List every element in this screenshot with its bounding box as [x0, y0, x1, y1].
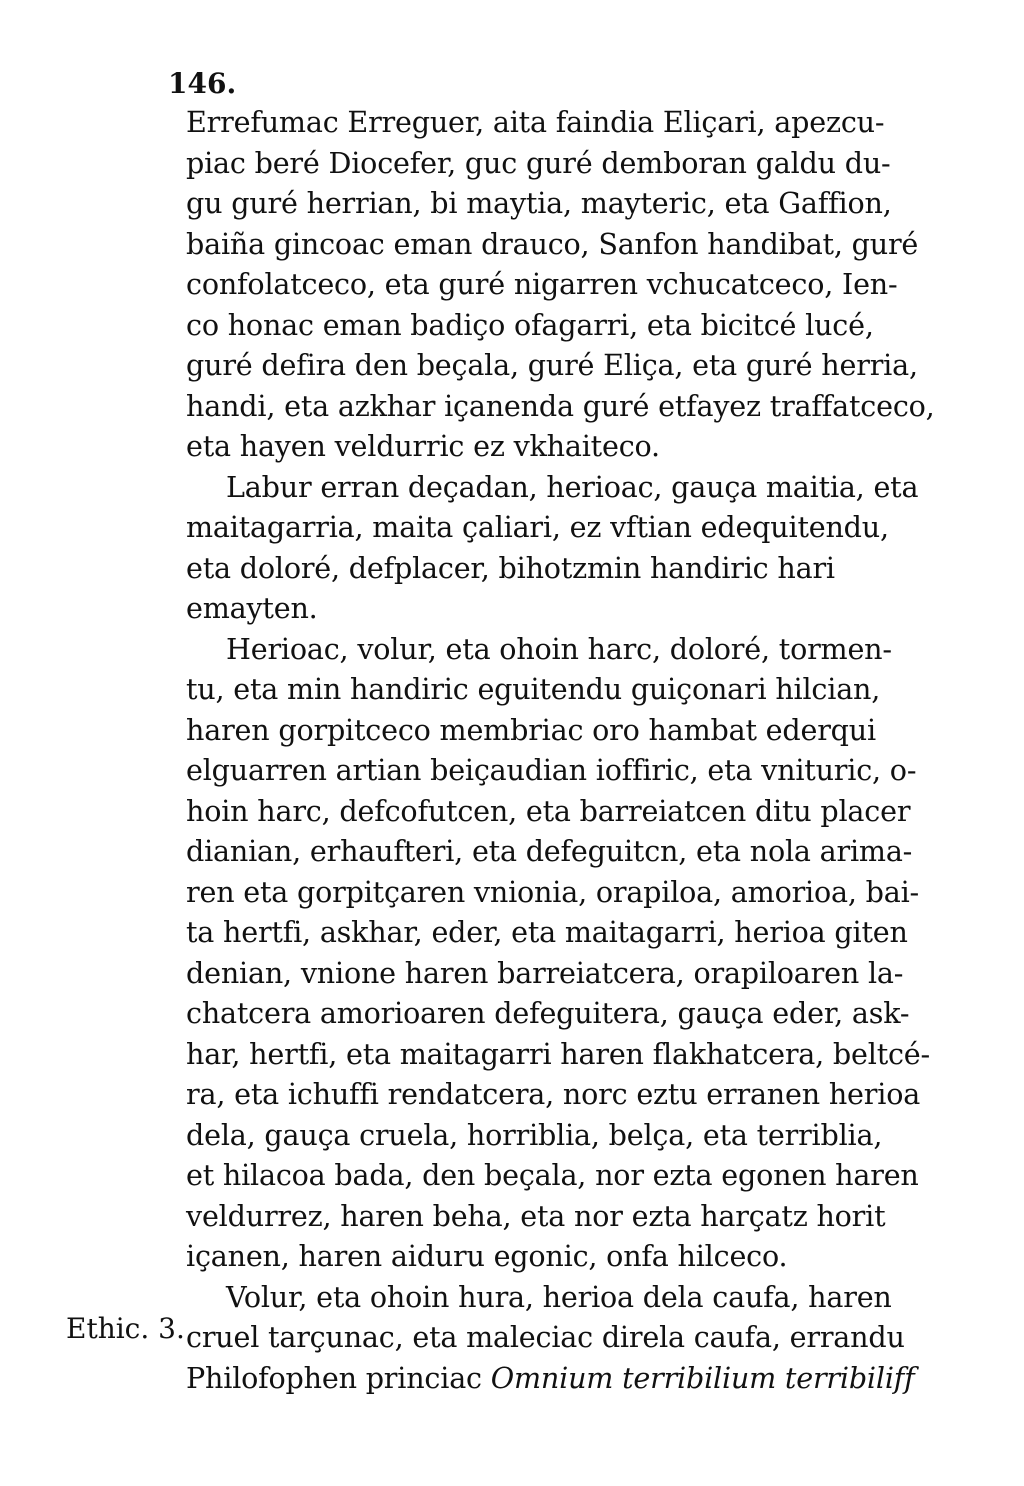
- text-line: guré defira den beçala, guré Eliça, eta guré herria,: [186, 348, 918, 382]
- text-line: maitagarria, maita çaliari, ez vftian edequitendu,: [186, 510, 889, 544]
- text-line: ren eta gorpitçaren vnionia, orapiloa, amorioa, bai-: [186, 874, 919, 909]
- text-line: et hilacoa bada, den beçala, nor ezta egonen haren: [186, 1158, 919, 1192]
- text-line: cruel tarçunac, eta maleciac direla caufa, errandu: [186, 1320, 905, 1354]
- text-line: dianian, erhaufteri, eta defeguitcn, eta nola arima-: [186, 834, 913, 868]
- text-line: haren gorpitceco membriac oro hambat ederqui: [186, 712, 876, 747]
- text-line: veldurrez, haren beha, eta nor ezta harçatz horit: [186, 1198, 886, 1233]
- text-line: co honac eman badiço ofagarri, eta bicitcé lucé,: [186, 307, 874, 342]
- text-line: confolatceco, eta guré nigarren vchucatceco, Ien-: [186, 267, 898, 301]
- text-line: dela, gauça cruela, horriblia, belça, eta terriblia,: [186, 1117, 883, 1152]
- paragraph-4: [186, 1277, 926, 1399]
- page-number: 146.: [168, 67, 237, 100]
- text-line: emayten.: [186, 591, 318, 625]
- margin-note: Ethic. 3.: [66, 1312, 185, 1345]
- text-line: ta hertfi, askhar, eder, eta maitagarri, herioa giten: [186, 915, 908, 949]
- text-line: Volur, eta ohoin hura, herioa dela caufa, haren: [226, 1279, 892, 1314]
- text-line: handi, eta azkhar içanenda guré etfayez traffatceco,: [186, 388, 935, 423]
- text-line: hoin harc, defcofutcen, eta barreiatcen ditu placer: [186, 793, 911, 828]
- text-line: chatcera amorioaren defeguitera, gauça eder, ask-: [186, 996, 910, 1030]
- text-line: denian, vnione haren barreiatcera, orapiloaren la-: [186, 955, 904, 990]
- text-line-lead: Philofophen princiac: [186, 1360, 482, 1395]
- text-line: gu guré herrian, bi maytia, mayteric, eta Gaffion,: [186, 186, 892, 220]
- text-line: eta hayen veldurric ez vkhaiteco.: [186, 429, 660, 463]
- text-line: elguarren artian beiçaudian ioffiric, eta vnituric, o-: [186, 753, 917, 787]
- text-line: tu, eta min handiric eguitendu guiçonari hilcian,: [186, 672, 881, 706]
- text-line: Herioac, volur, eta ohoin harc, doloré, tormen-: [226, 631, 892, 666]
- latin-quote: Omnium terribilium terribiliff: [490, 1360, 915, 1395]
- text-line: Labur erran deçadan, herioac, gauça maitia, eta: [226, 469, 919, 504]
- body-text: [186, 102, 935, 1398]
- text-line: içanen, haren aiduru egonic, onfa hilceco.: [186, 1239, 788, 1273]
- text-line: eta doloré, defplacer, bihotzmin handiric hari: [186, 550, 835, 585]
- paragraph-3: [186, 629, 930, 1277]
- text-line: har, hertfi, eta maitagarri haren flakhatcera, beltcé-: [186, 1036, 930, 1071]
- text-line: Errefumac Erreguer, aita faindia Eliçari, apezcu-: [186, 105, 885, 139]
- text-line: ra, eta ichuffi rendatcera, norc eztu erranen herioa: [186, 1077, 921, 1111]
- text-line-last: [186, 1358, 926, 1399]
- text-line: baiña gincoac eman drauco, Sanfon handibat, guré: [186, 226, 919, 261]
- text-line: piac beré Diocefer, guc guré demboran galdu du-: [186, 145, 891, 180]
- paragraph-2: [186, 467, 926, 629]
- paragraph-1: [186, 102, 935, 467]
